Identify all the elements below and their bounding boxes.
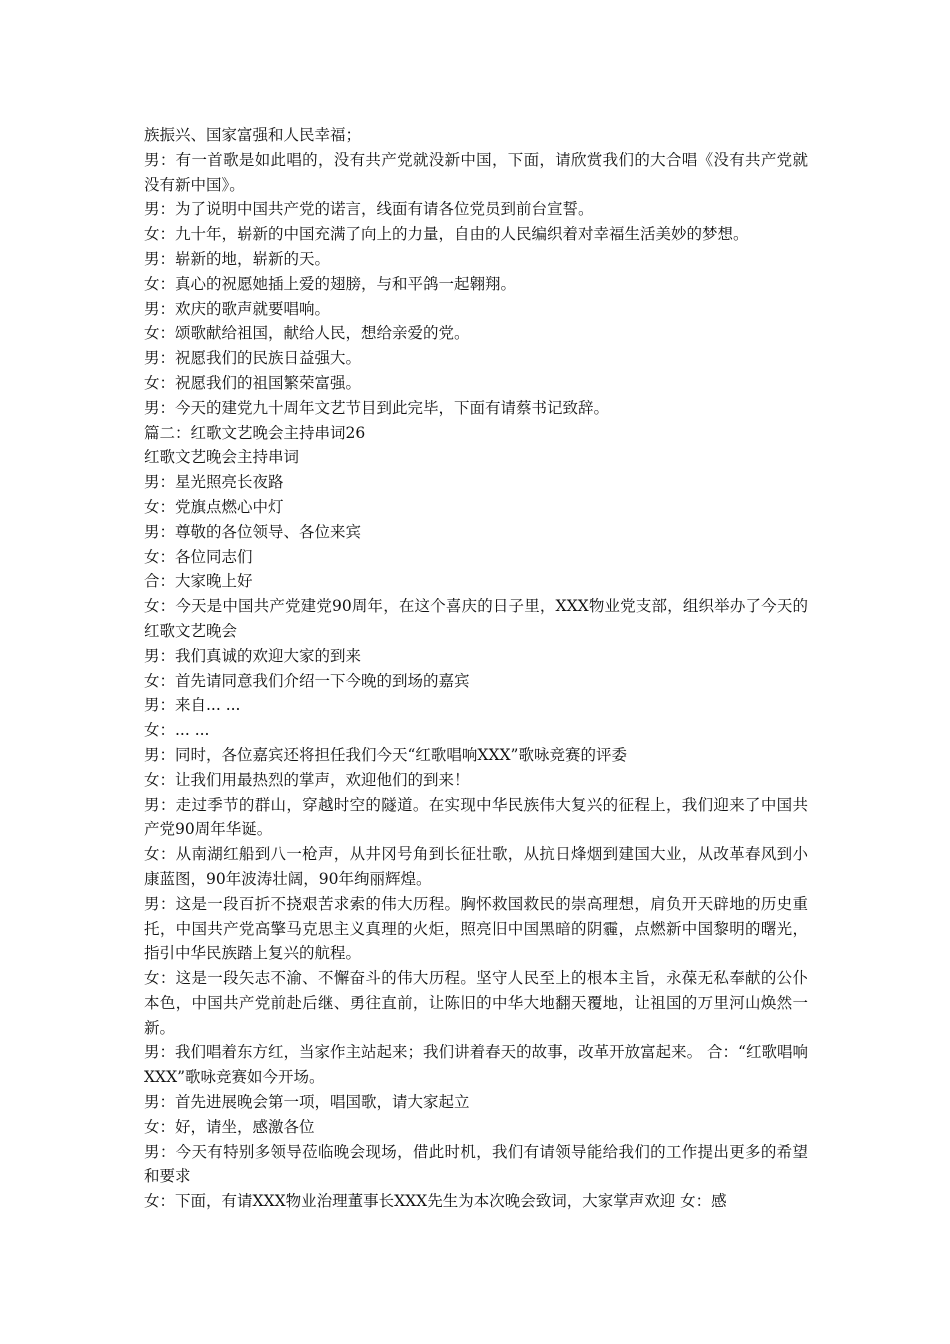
paragraph: 女：今天是中国共产党建党90周年，在这个喜庆的日子里，XXX物业党支部，组织举办了今天的红歌文艺晚会 (144, 597, 808, 640)
paragraph: 男：来自... ... (144, 696, 241, 715)
paragraph: 女：祝愿我们的祖国繁荣富强。 (144, 373, 362, 392)
paragraph: 男：今天的建党九十周年文艺节目到此完毕，下面有请蔡书记致辞。 (144, 398, 610, 417)
paragraph: 女：九十年，崭新的中国充满了向上的力量，自由的人民编织着对幸福生活美妙的梦想。 (144, 225, 749, 244)
paragraph: 男：欢庆的歌声就要唱响。 (144, 299, 331, 318)
paragraph: 男：我们唱着东方红，当家作主站起来；我们讲着春天的故事，改革开放富起来。 合：“红歌唱响XXX”歌咏竞赛如今开场。 (144, 1043, 808, 1087)
paragraph: 族振兴、国家富强和人民幸福； (144, 126, 362, 144)
paragraph: 男：崭新的地，崭新的天。 (144, 249, 331, 268)
paragraph: 女：首先请同意我们介绍一下今晚的到场的嘉宾 (144, 671, 470, 690)
paragraph: 男：这是一段百折不挠艰苦求索的伟大历程。胸怀救国救民的崇高理想，肩负开天辟地的历史重托，中国共产党高擎马克思主义真理的火炬，照亮旧中国黑暗的阴霾，点燃新中国黎明的曙光，指引中华民族踏上复兴的航程。 (144, 894, 808, 963)
paragraph: 女：好，请坐，感激各位 (144, 1117, 315, 1136)
paragraph: 男：今天有特别多领导莅临晚会现场，借此时机，我们有请领导能给我们的工作提出更多的希望和要求 (144, 1142, 808, 1186)
paragraph: 男：同时，各位嘉宾还将担任我们今天“红歌唱响XXX”歌咏竞赛的评委 (144, 745, 627, 764)
document-body (144, 123, 808, 1214)
paragraph: 男：有一首歌是如此唱的，没有共产党就没新中国，下面，请欣赏我们的大合唱《没有共产党就没有新中国》。 (144, 150, 808, 194)
paragraph: 男：我们真诚的欢迎大家的到来 (144, 646, 362, 665)
paragraph: 女：颂歌献给祖国，献给人民，想给亲爱的党。 (144, 324, 470, 343)
paragraph: 篇二：红歌文艺晚会主持串词26 (144, 423, 366, 442)
paragraph: 男：尊敬的各位领导、各位来宾 (144, 522, 362, 541)
paragraph: 女：各位同志们 (144, 547, 253, 566)
paragraph: 男：走过季节的群山，穿越时空的隧道。在实现中华民族伟大复兴的征程上，我们迎来了中国共产党90周年华诞。 (144, 795, 808, 839)
paragraph: 男：首先进展晚会第一项，唱国歌，请大家起立 (144, 1093, 470, 1112)
paragraph: 女：让我们用最热烈的掌声，欢迎他们的到来！ (144, 770, 470, 789)
paragraph: 女：从南湖红船到八一枪声，从井冈号角到长征壮歌，从抗日烽烟到建国大业，从改革春风到小康蓝图，90年波涛壮阔，90年绚丽辉煌。 (144, 845, 808, 888)
paragraph: 合：大家晚上好 (144, 572, 253, 591)
paragraph: 女：真心的祝愿她插上爱的翅膀，与和平鸽一起翱翔。 (144, 274, 517, 293)
paragraph: 男：祝愿我们的民族日益强大。 (144, 349, 362, 368)
paragraph: 女：下面，有请XXX物业治理董事长XXX先生为本次晚会致词，大家掌声欢迎 女：感 (144, 1192, 727, 1211)
paragraph: 女：... ... (144, 721, 210, 740)
paragraph: 男：星光照亮长夜路 (144, 473, 284, 492)
paragraph: 女：党旗点燃心中灯 (144, 497, 284, 516)
paragraph: 男：为了说明中国共产党的诺言，线面有请各位党员到前台宣誓。 (144, 200, 594, 219)
paragraph: 红歌文艺晚会主持串词 (144, 448, 300, 467)
paragraph: 女：这是一段矢志不渝、不懈奋斗的伟大历程。坚守人民至上的根本主旨，永葆无私奉献的公仆本色，中国共产党前赴后继、勇往直前，让陈旧的中华大地翻天覆地，让祖国的万里河山焕然一新。 (144, 969, 808, 1037)
